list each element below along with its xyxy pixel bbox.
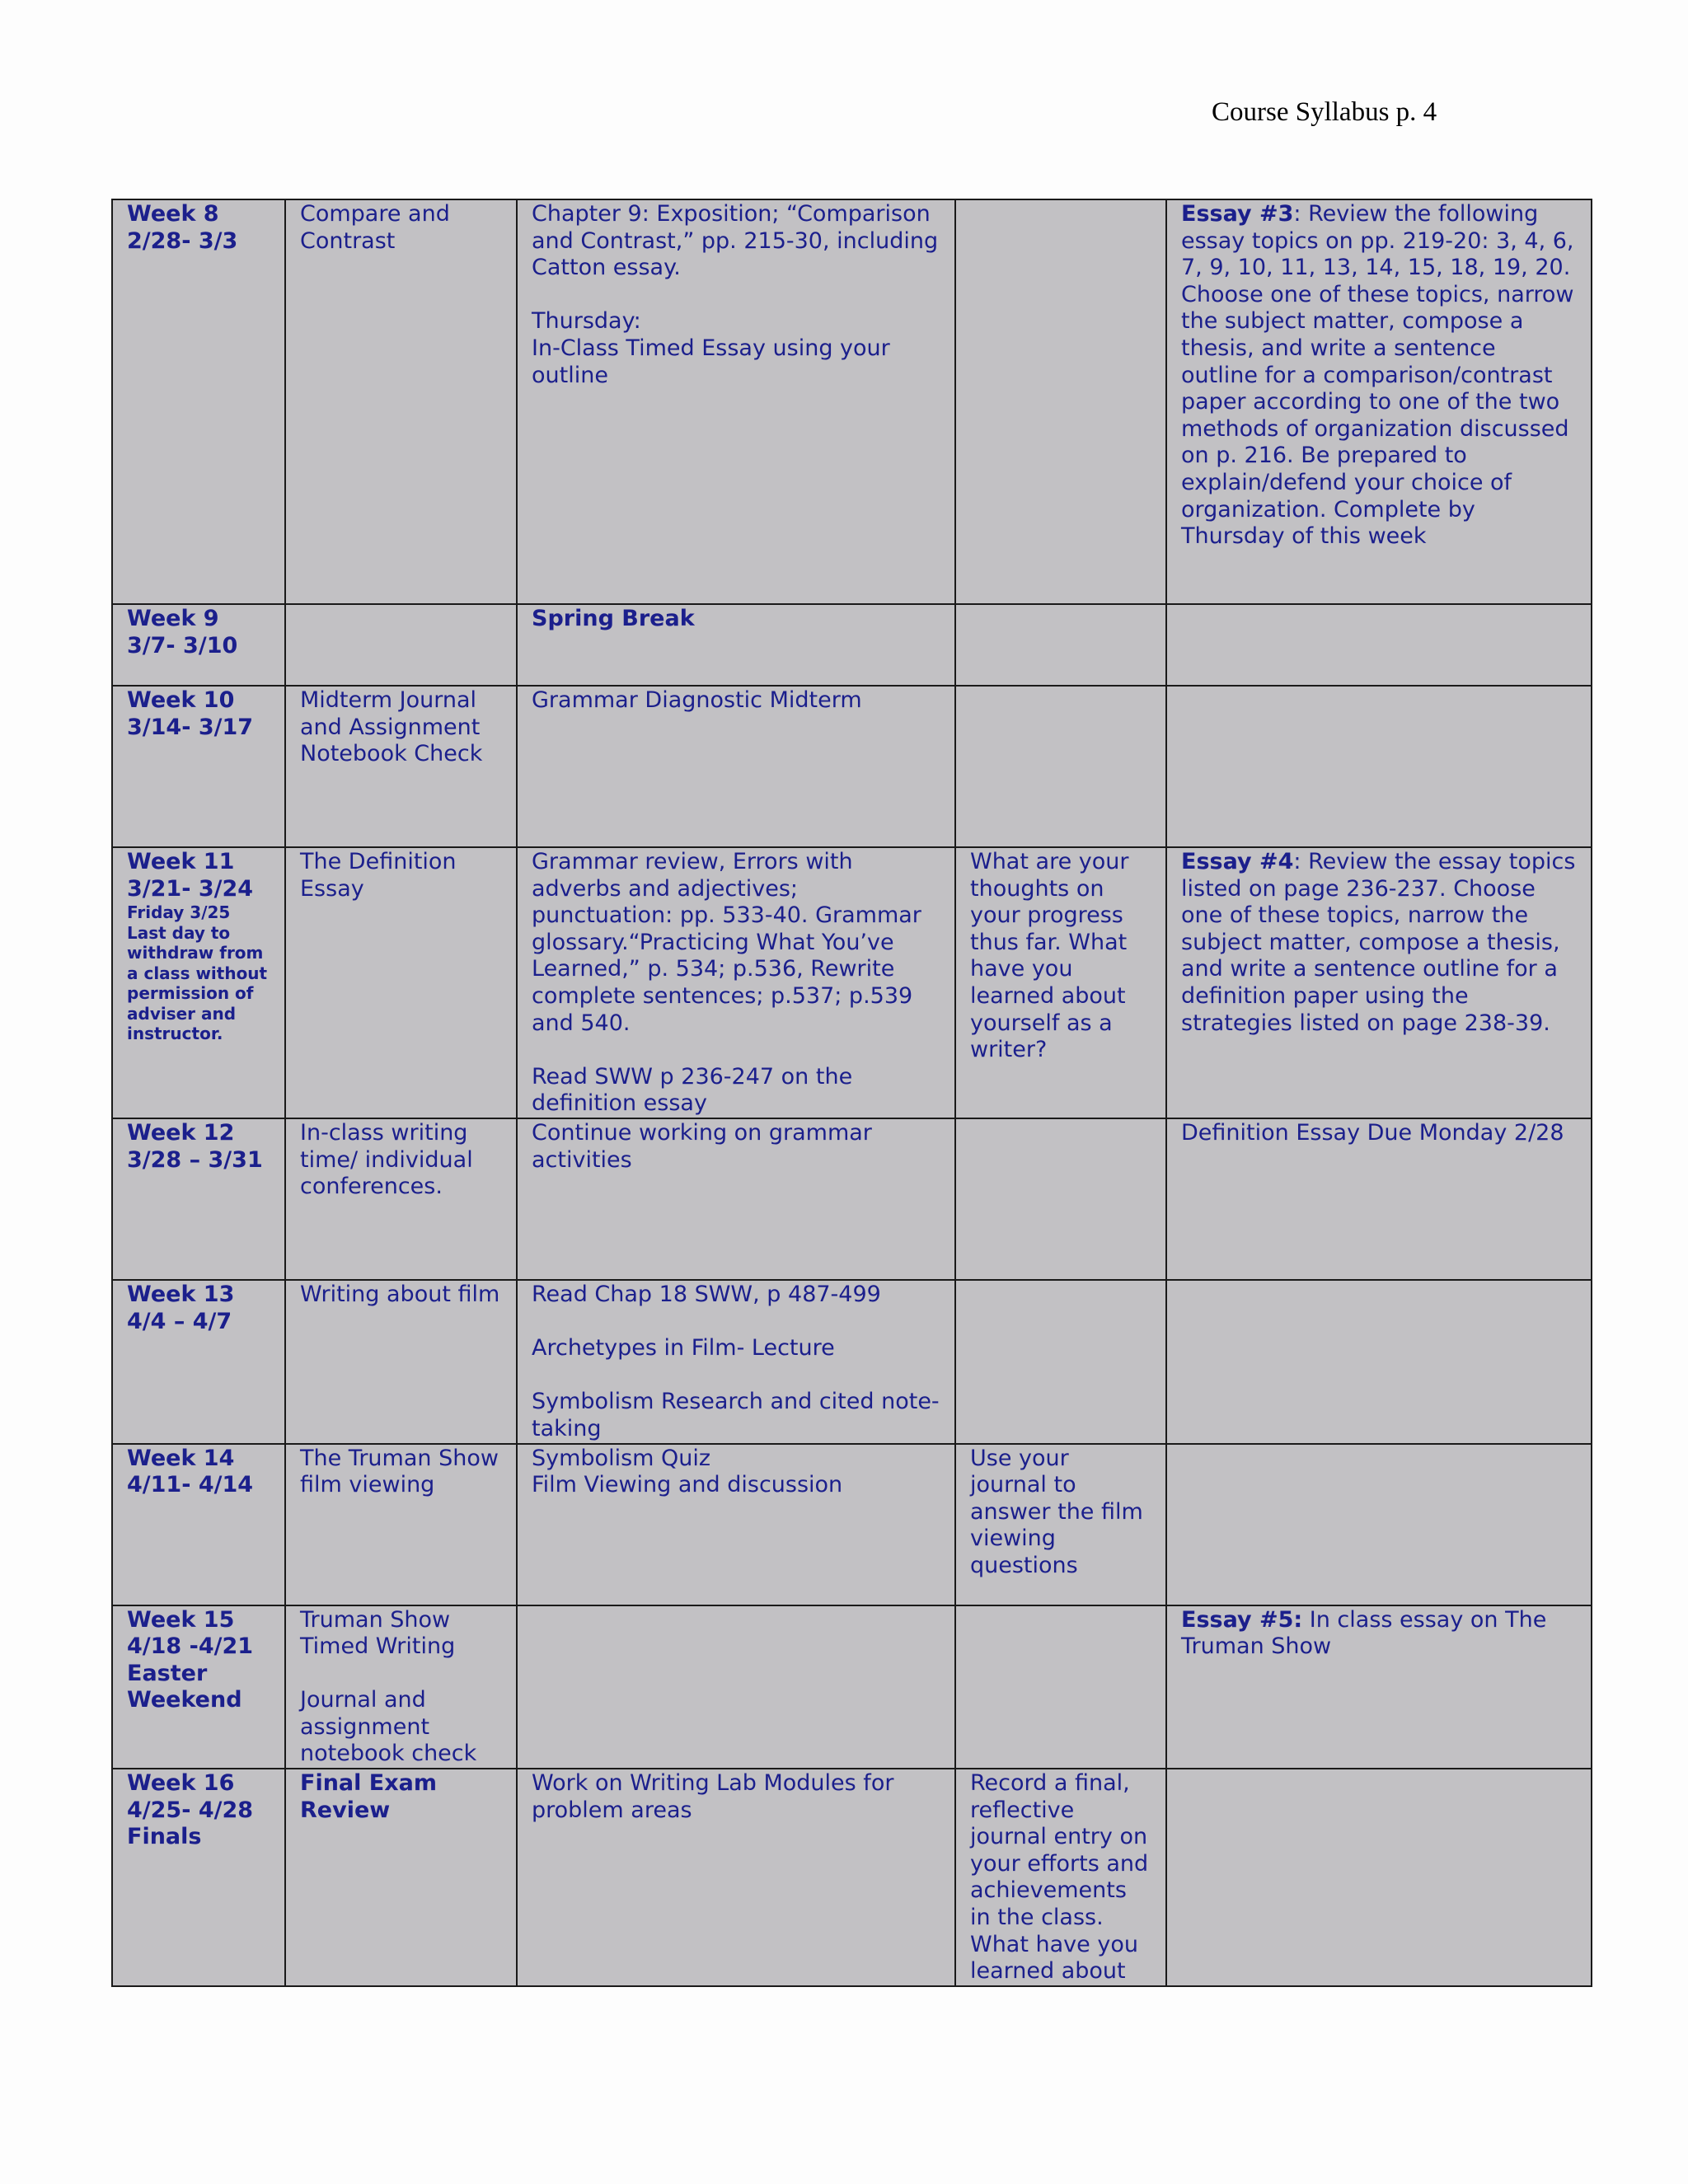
reading-text: Read SWW p 236-247 on the definition essay xyxy=(532,1063,853,1117)
assignment-cell xyxy=(1166,199,1592,604)
journal-cell xyxy=(955,604,1166,686)
week-cell xyxy=(112,1280,285,1444)
assignment-cell xyxy=(1166,847,1592,1118)
assignment-text: : Review the essay topics listed on page 236-237. Choose one of these topics, narrow the subject matter, compose a thesis, and write a sentence outline for a definition paper using the strategies listed on page 238-39. xyxy=(1181,849,1576,1036)
week-cell xyxy=(112,1444,285,1605)
reading-text: Archetypes in Film- Lecture xyxy=(532,1335,835,1361)
week-extra: Finals xyxy=(127,1824,202,1850)
topic-text: Writing about film xyxy=(300,1281,500,1307)
journal-cell xyxy=(955,1769,1166,1986)
reading-text: Symbolism Research and cited note-taking xyxy=(532,1389,940,1441)
week-label: Week 10 xyxy=(127,687,235,713)
assignment-label: Essay #3 xyxy=(1181,201,1294,227)
topic-cell xyxy=(285,1118,517,1280)
table-row-week-10 xyxy=(112,686,1592,847)
week-cell xyxy=(112,1769,285,1986)
topic-text: Truman Show Timed Writing xyxy=(300,1606,456,1660)
table-row-week-16 xyxy=(112,1769,1592,1986)
week-dates: 3/21- 3/24 xyxy=(127,875,254,902)
week-dates: 4/25- 4/28 xyxy=(127,1797,254,1823)
assignment-text: : Review the following essay topics on pp. 219-20: 3, 4, 6, 7, 9, 10, 11, 13, 14, 15, 18, 19, 20. Choose one of these topics, narrow the subject matter, compose a thesis, and write a sentence outline for a comparison/contrast paper according to one of the two methods of organization discussed on p. 216. Be prepared to explain/defend your choice of organization. Complete by Thursday of this week xyxy=(1181,201,1574,550)
journal-cell xyxy=(955,1444,1166,1605)
week-cell xyxy=(112,199,285,604)
assignment-text: Definition Essay Due Monday 2/28 xyxy=(1181,1119,1564,1146)
week-label: Week 14 xyxy=(127,1445,235,1471)
reading-text: Grammar review, Errors with adverbs and adjectives; punctuation: pp. 533-40. Grammar glossary.“Practicing What You’ve Learned,” p. 534; p.536, Rewrite complete sentences; p.537; p.539 and 540. xyxy=(532,849,921,1036)
week-dates: 4/4 – 4/7 xyxy=(127,1308,232,1334)
week-label: Week 13 xyxy=(127,1281,235,1307)
topic-text: The Truman Show film viewing xyxy=(300,1445,499,1498)
journal-text: Record a final, reflective journal entry on your efforts and achievements in the class. What have you learned about xyxy=(970,1770,1149,1985)
week-cell xyxy=(112,1605,285,1769)
reading-cell xyxy=(517,1118,955,1280)
journal-text: What are your thoughts on your progress thus far. What have you learned about yourself as a writer? xyxy=(970,849,1129,1063)
week-label: Week 15 xyxy=(127,1606,235,1633)
week-dates: 4/11- 4/14 xyxy=(127,1472,254,1498)
journal-cell xyxy=(955,199,1166,604)
table-row-week-13 xyxy=(112,1280,1592,1444)
topic-cell xyxy=(285,686,517,847)
journal-cell xyxy=(955,1118,1166,1280)
table-row-week-11 xyxy=(112,847,1592,1118)
withdraw-note: Friday 3/25 Last day to withdraw from a class without permission of adviser and instructor. xyxy=(127,902,268,1044)
assignment-label: Essay #4 xyxy=(1181,849,1294,874)
week-cell xyxy=(112,604,285,686)
journal-cell xyxy=(955,847,1166,1118)
journal-cell xyxy=(955,1280,1166,1444)
syllabus-schedule-table xyxy=(111,199,1592,1987)
topic-text: The Definition Essay xyxy=(300,849,457,902)
page-header: Course Syllabus p. 4 xyxy=(1212,97,1437,127)
week-label: Week 12 xyxy=(127,1119,235,1146)
reading-text: Read Chap 18 SWW, p 487-499 xyxy=(532,1281,881,1307)
week-label: Week 11 xyxy=(127,849,235,874)
journal-cell xyxy=(955,686,1166,847)
topic-text: In-class writing time/ individual conferences. xyxy=(300,1119,473,1200)
journal-cell xyxy=(955,1605,1166,1769)
week-label: Week 9 xyxy=(127,606,219,631)
reading-cell xyxy=(517,1444,955,1605)
assignment-cell xyxy=(1166,1444,1592,1605)
assignment-cell xyxy=(1166,1769,1592,1986)
topic-cell xyxy=(285,1444,517,1605)
topic-cell xyxy=(285,1280,517,1444)
assignment-text: In class essay on The Truman Show xyxy=(1181,1606,1547,1660)
week-extra: Easter Weekend xyxy=(127,1660,242,1713)
topic-text: Midterm Journal and Assignment Notebook Check xyxy=(300,687,483,767)
week-dates: 3/14- 3/17 xyxy=(127,714,254,740)
reading-cell xyxy=(517,604,955,686)
reading-text: Work on Writing Lab Modules for problem areas xyxy=(532,1770,894,1823)
reading-cell xyxy=(517,686,955,847)
assignment-cell xyxy=(1166,1605,1592,1769)
reading-cell xyxy=(517,1605,955,1769)
topic-cell xyxy=(285,847,517,1118)
reading-cell xyxy=(517,847,955,1118)
topic-text: Journal and assignment notebook check xyxy=(300,1687,477,1767)
table-row-week-14 xyxy=(112,1444,1592,1605)
table-row-week-15 xyxy=(112,1605,1592,1769)
topic-cell xyxy=(285,199,517,604)
week-dates: 4/18 -4/21 xyxy=(127,1633,254,1660)
reading-text: Chapter 9: Exposition; “Comparison and Contrast,” pp. 215-30, including Catton essay. xyxy=(532,201,939,281)
reading-text: Spring Break xyxy=(532,606,695,631)
week-cell xyxy=(112,1118,285,1280)
reading-text: Symbolism Quiz Film Viewing and discussion xyxy=(532,1445,843,1498)
week-cell xyxy=(112,686,285,847)
week-dates: 3/28 – 3/31 xyxy=(127,1146,263,1173)
reading-cell xyxy=(517,1280,955,1444)
topic-text: Final Exam Review xyxy=(300,1770,438,1823)
topic-cell xyxy=(285,604,517,686)
reading-cell xyxy=(517,1769,955,1986)
table-row-week-9 xyxy=(112,604,1592,686)
assignment-cell xyxy=(1166,1118,1592,1280)
week-dates: 2/28- 3/3 xyxy=(127,227,238,254)
assignment-cell xyxy=(1166,1280,1592,1444)
reading-cell xyxy=(517,199,955,604)
week-label: Week 8 xyxy=(127,201,219,227)
week-label: Week 16 xyxy=(127,1770,235,1797)
reading-text: Thursday: In-Class Timed Essay using your outline xyxy=(532,308,890,388)
topic-cell xyxy=(285,1769,517,1986)
week-cell xyxy=(112,847,285,1118)
reading-text: Continue working on grammar activities xyxy=(532,1119,872,1173)
topic-cell xyxy=(285,1605,517,1769)
week-dates: 3/7- 3/10 xyxy=(127,632,238,658)
reading-text: Grammar Diagnostic Midterm xyxy=(532,687,862,713)
topic-text: Compare and Contrast xyxy=(300,201,450,254)
table-row-week-12 xyxy=(112,1118,1592,1280)
table-row-week-8 xyxy=(112,199,1592,604)
assignment-cell xyxy=(1166,686,1592,847)
assignment-cell xyxy=(1166,604,1592,686)
journal-text: Use your journal to answer the film viewing questions xyxy=(970,1445,1143,1578)
assignment-label: Essay #5: xyxy=(1181,1606,1303,1633)
